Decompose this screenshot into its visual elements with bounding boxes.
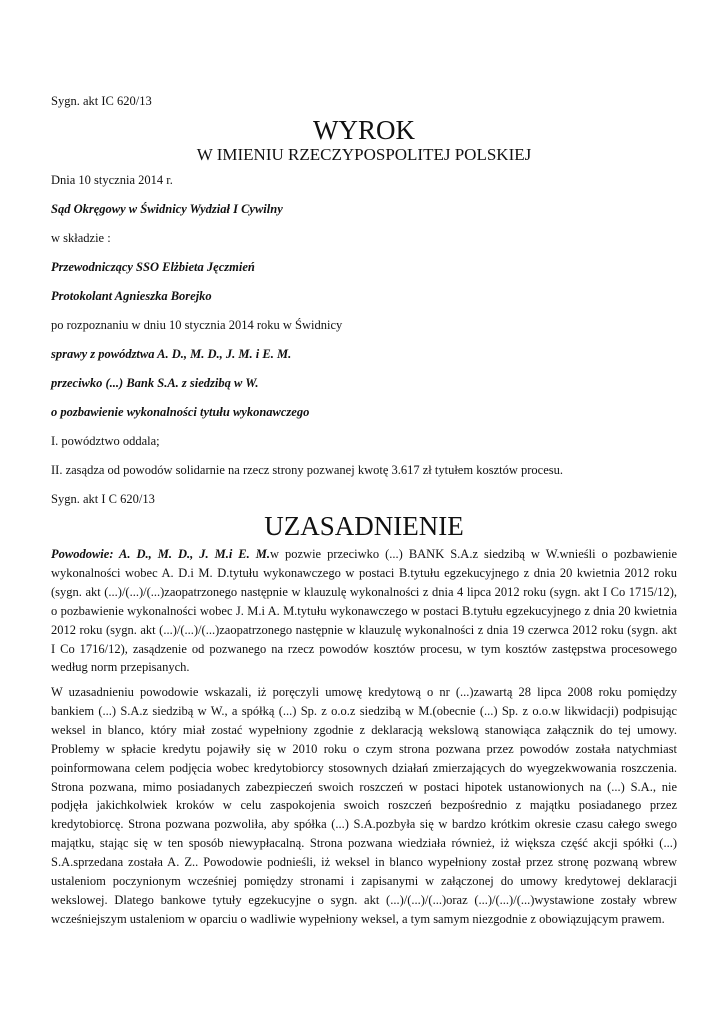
case-subject: o pozbawienie wykonalności tytułu wykonawczego (51, 405, 310, 419)
court-name: Sąd Okręgowy w Świdnicy Wydział I Cywilny (51, 202, 283, 216)
case-parties-defendant: przeciwko (...) Bank S.A. z siedzibą w W. (51, 376, 259, 390)
hearing-info: po rozpoznaniu w dniu 10 stycznia 2014 roku w Świdnicy (51, 318, 343, 332)
justification-paragraph-1 (51, 545, 677, 677)
case-parties-plaintiffs: sprawy z powództwa A. D., M. D., J. M. i E. M. (51, 347, 292, 361)
verdict-date: Dnia 10 stycznia 2014 r. (51, 173, 173, 187)
verdict-subtitle: W IMIENIU RZECZYPOSPOLITEJ POLSKIEJ (196, 145, 532, 164)
plaintiffs-lead: Powodowie: A. D., M. D., J. M.i E. M. (51, 547, 270, 561)
verdict-title: WYROK (313, 115, 415, 145)
presiding-judge: Przewodniczący SSO Elżbieta Jęczmień (51, 260, 255, 274)
verdict-item-1: I. powództwo oddala; (51, 434, 160, 448)
court-clerk: Protokolant Agnieszka Borejko (51, 289, 212, 303)
case-signature-top: Sygn. akt IC 620/13 (51, 94, 152, 108)
paragraph-1-text: w pozwie przeciwko (...) BANK S.A.z siedzibą w W.wnieśli o pozbawienie wykonalności wobec A. D.i M. D.tytułu wykonawczego w postaci B.tytułu egzekucyjnego z dnia 20 kwietnia 2012 roku (sygn. akt (...)/(...)/(...)zaopatrzonego następnie w klauzulę wykonalności z dnia 4 lipca 2012 roku (sygn. akt I Co 1715/12), o pozbawienie wykonalności wobec J. M.i A. M.tytułu wykonawczego w postaci B.tytułu egzekucyjnego z dnia 20 kwietnia 2012 roku (sygn. akt (...)/(...)/(...)zaopatrzonego następnie w klauzulę wykonalności z dnia 19 czerwca 2012 roku (sygn. akt I Co 1716/12), zasądzenie od pozwanego na rzecz powodów kosztów procesu, w tym kosztów zastępstwa procesowego według norm przepisanych. (51, 547, 677, 675)
justification-paragraph-2: W uzasadnieniu powodowie wskazali, iż poręczyli umowę kredytową o nr (...)zawartą 28 lipca 2008 roku pomiędzy bankiem (...) S.A.z siedzibą w W., a spółką (...) Sp. z o.o.z siedzibą w M.(obecnie (...) Sp. z o.o.w likwidacji) podpisując weksel in blanco, który miał zostać wypełniony zgodnie z deklaracją wekslową stanowiąca załącznik do tej umowy. Problemy w spłacie kredytu pojawiły się w 2010 roku o czym strona pozwana przez powodów została natychmiast poinformowana celem podjęcia wobec kredytobiorcy stosownych działań zmierzających do wyegzekwowania roszczenia. Strona pozwana, mimo posiadanych zabezpieczeń swoich roszczeń w postaci hipotek ustanowionych na (...) S.A., nie podjęła jakichkolwiek kroków w celu zaspokojenia swoich roszczeń bezpośrednio z majątku posiadanego przez kredytobiorcę. Strona pozwana pozwoliła, aby spółka (...) S.A.pozbyła się w bardzo krótkim okresie czasu całego swego majątku, stając się w ten sposób niewypłacalną. Strona pozwana wiedziała również, iż większa część akcji spółki (...) S.A.sprzedana została A. Z.. Powodowie podnieśli, iż weksel in blanco wypełniony został przez stronę pozwaną wbrew ustaleniom poczynionym wcześniej pomiędzy stronami i zapisanymi w załączonej do umowy kredytowej deklaracji wekslowej. Dlatego bankowe tytuły egzekucyjne o sygn. akt (...)/(...)/(...)oraz (...)/(...)/(...)wystawione zostały wbrew wcześniejszym ustaleniom w oparciu o wadliwie wypełniony weksel, a tym samym niezgodnie z obowiązującym prawem. (51, 685, 677, 926)
verdict-item-2: II. zasądza od powodów solidarnie na rzecz strony pozwanej kwotę 3.617 zł tytułem kosztów procesu. (51, 463, 563, 477)
case-signature-justification: Sygn. akt I C 620/13 (51, 492, 155, 506)
justification-title: UZASADNIENIE (264, 511, 464, 541)
composition-label: w składzie : (51, 231, 111, 245)
